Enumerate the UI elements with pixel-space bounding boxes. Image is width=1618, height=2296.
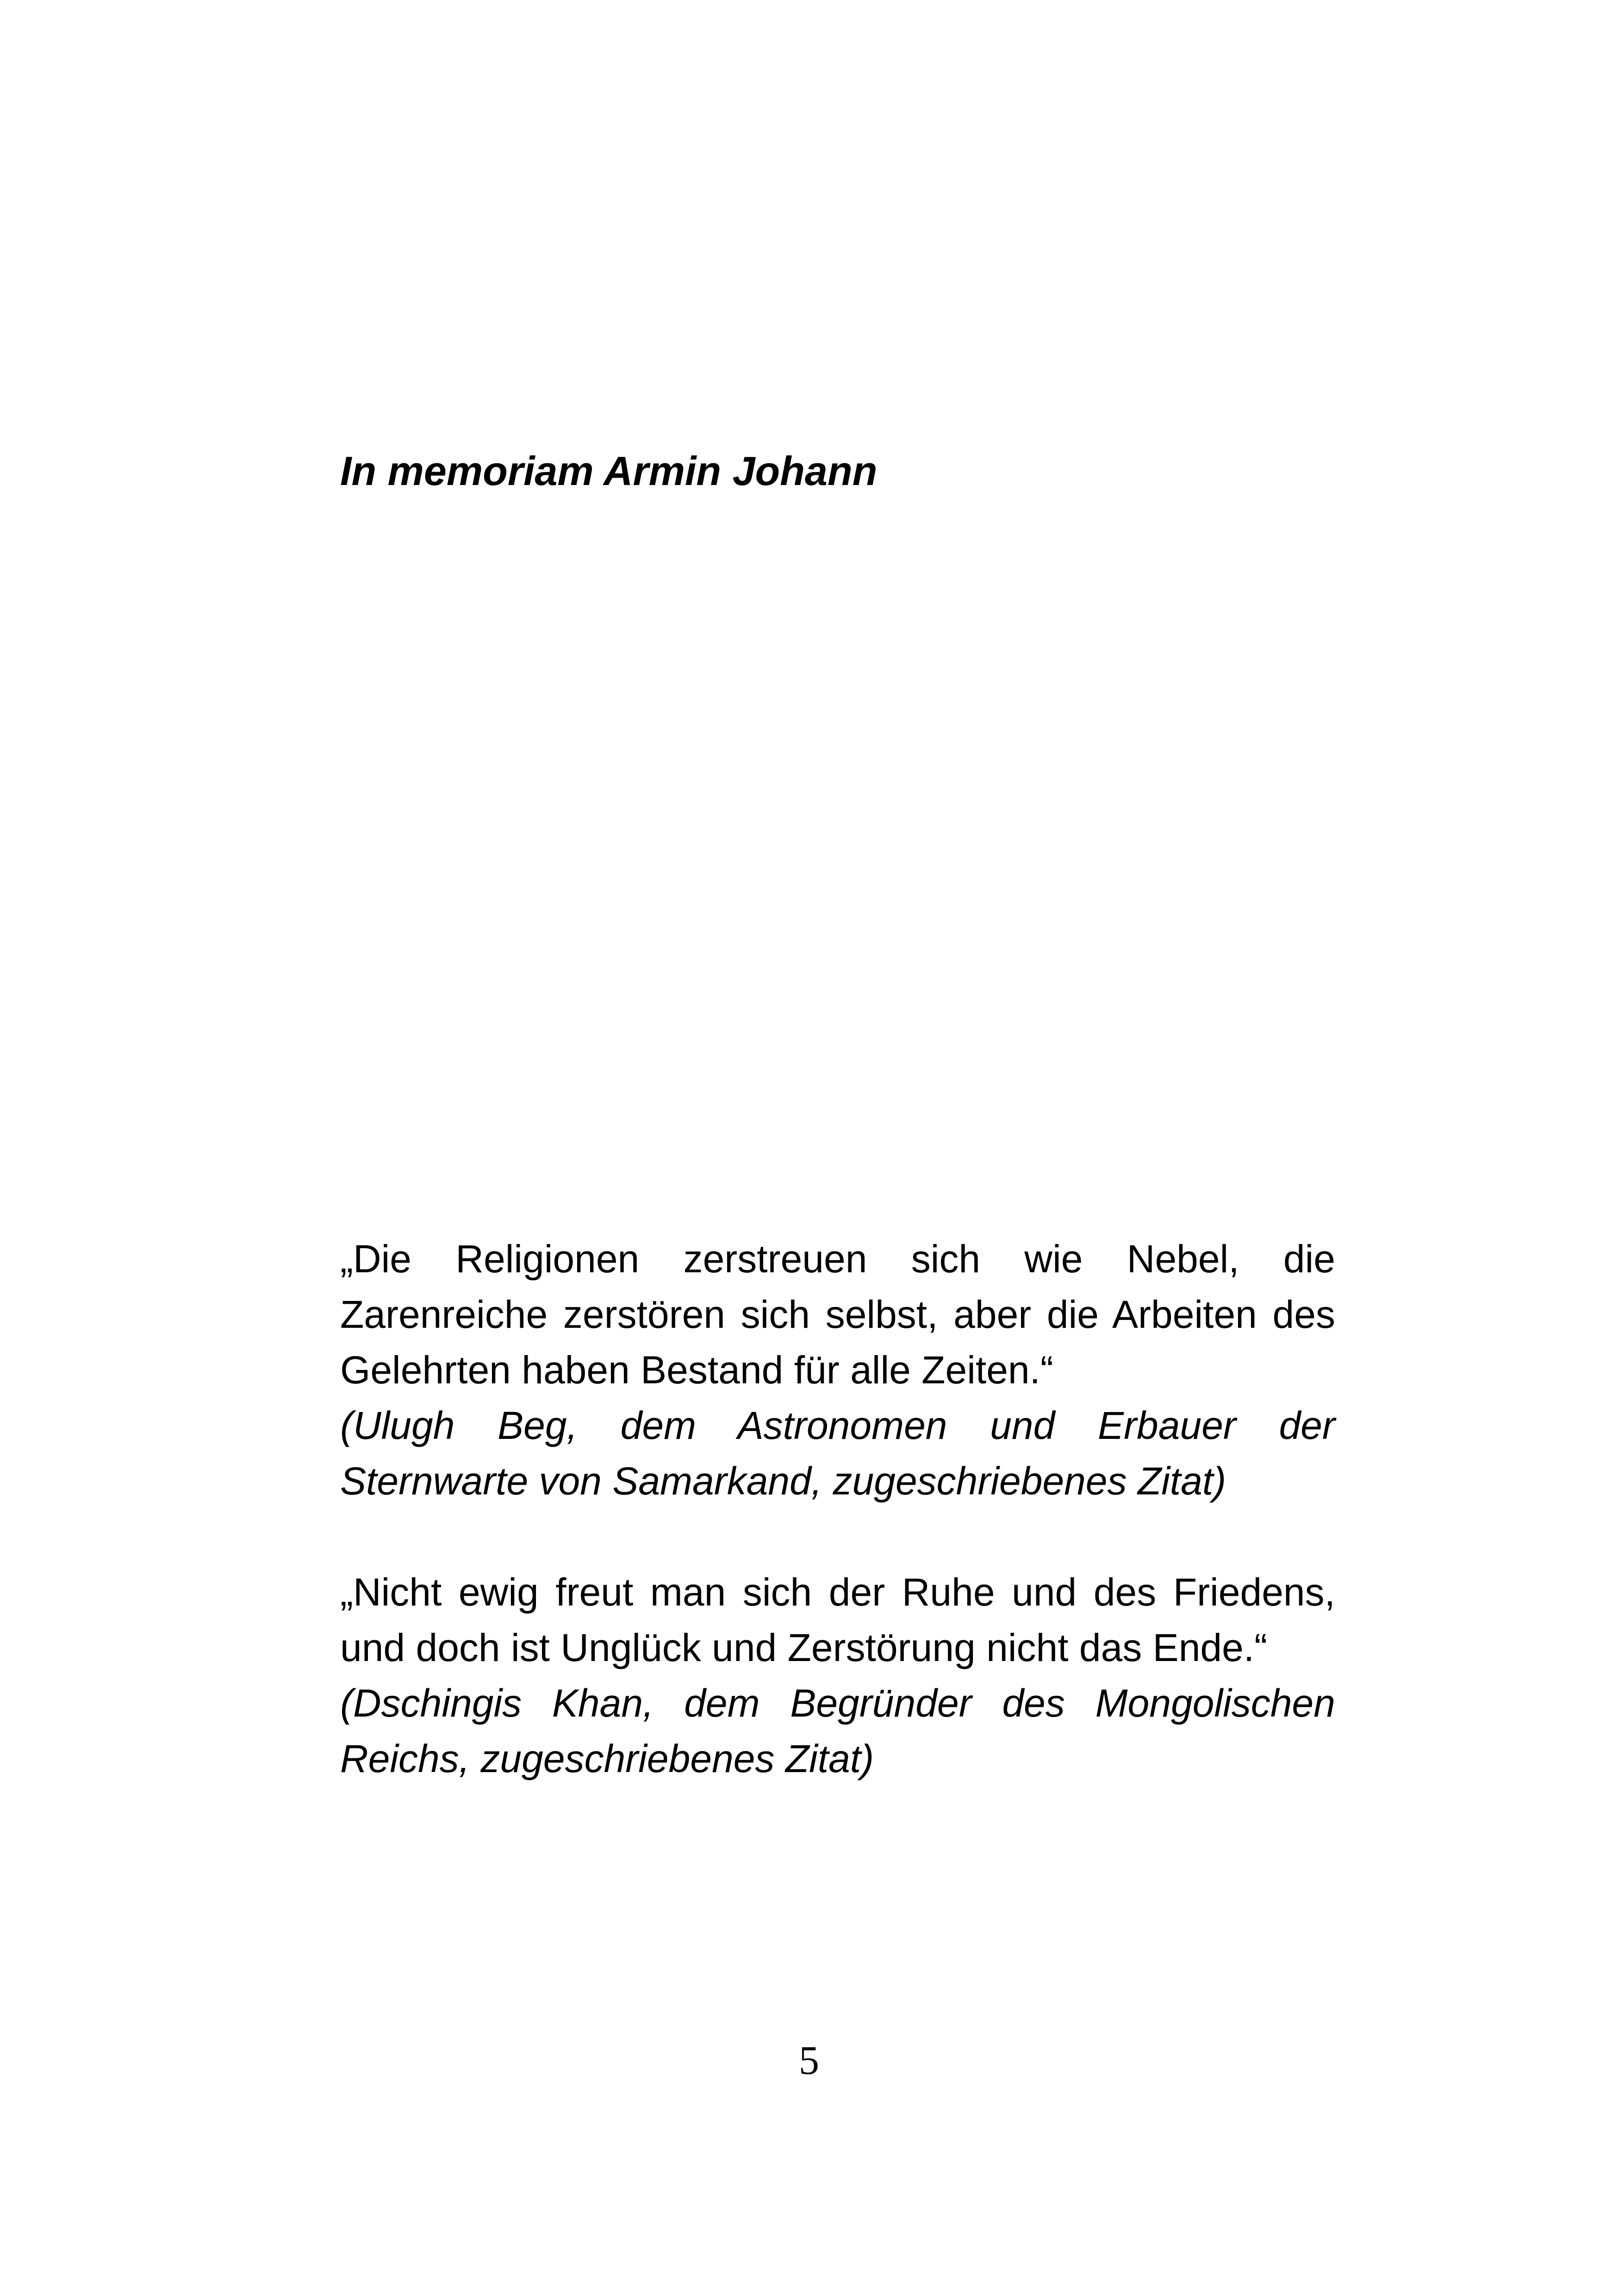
epigraph-quote-1: [340, 1231, 1335, 1509]
quote-attribution: (Dschingis Khan, dem Begründer des Mongolischen Reichs, zugeschriebenes Zitat): [340, 1681, 1335, 1780]
quote-text: „Die Religionen zerstreuen sich wie Nebel, die Zarenreiche zerstören sich selbst, aber die Arbeiten des Gelehrten haben Bestand für alle Zeiten.“: [340, 1237, 1335, 1392]
epigraph-section: [340, 1231, 1335, 1786]
epigraph-quote-2: [340, 1564, 1335, 1786]
dedication-heading: In memoriam Armin Johann: [340, 448, 877, 494]
page-number: 5: [799, 2038, 819, 2083]
quote-attribution: (Ulugh Beg, dem Astronomen und Erbauer der Sternwarte von Samarkand, zugeschriebenes Zitat): [340, 1404, 1335, 1503]
quote-text: „Nicht ewig freut man sich der Ruhe und des Friedens, und doch ist Unglück und Zerstörung nicht das Ende.“: [340, 1570, 1335, 1669]
